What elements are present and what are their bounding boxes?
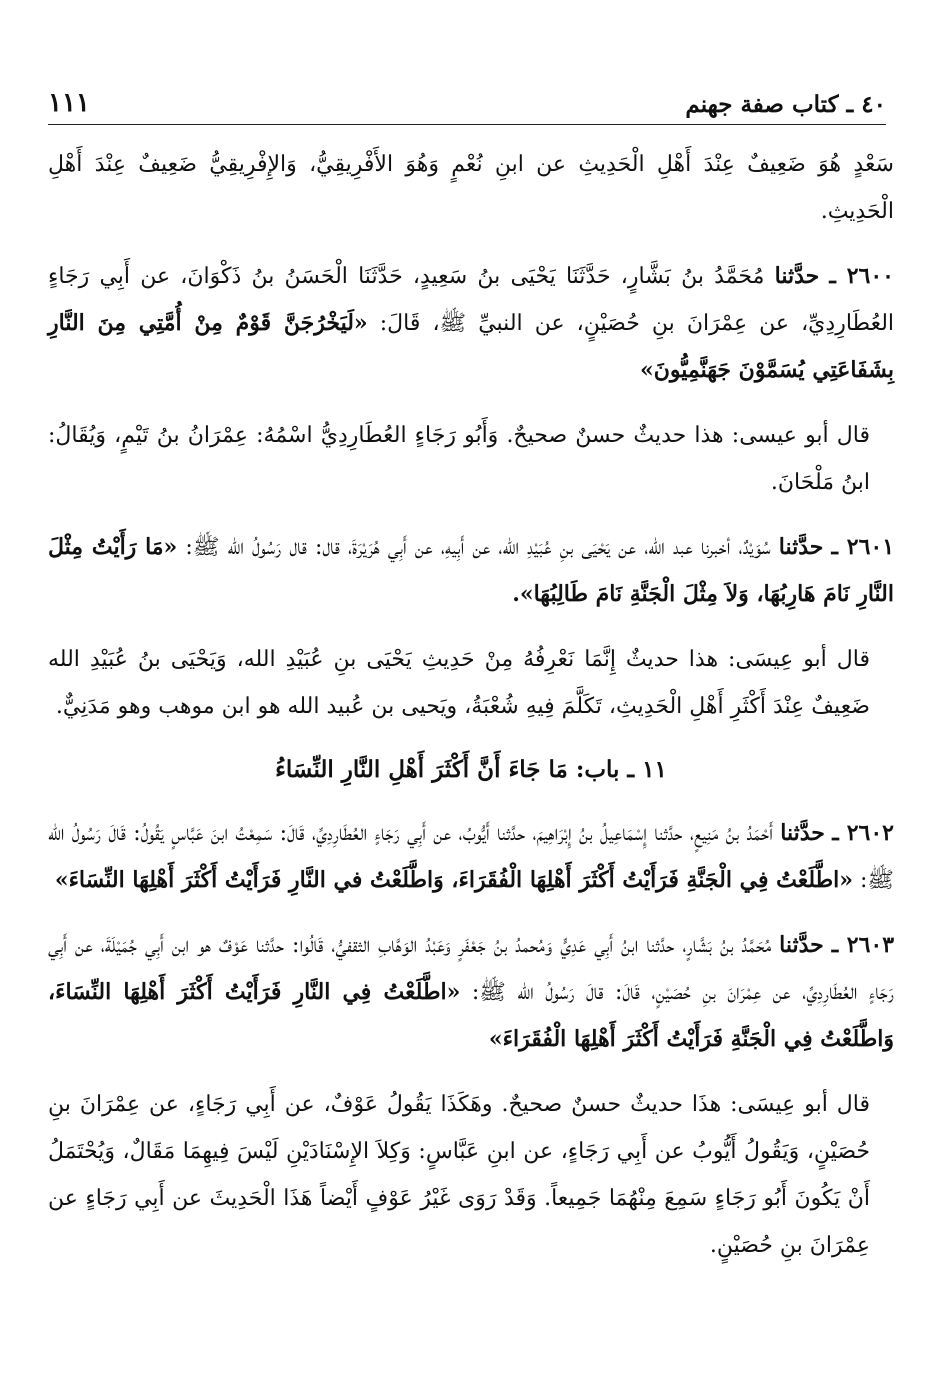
hadith-chain: سُوَيْدٌ، أخبرنا عبد الله، عن يَحْيَى بنِ عُبَيْدِ الله، عن أَبِيهِ، عن أَبِي هُرَيْرَةَ، قال: قال رَسُولُ الله ﷺ: [185, 535, 771, 560]
chapter-title: ٤٠ ـ كتاب صفة جهنم [685, 91, 886, 118]
hadith-chain: أَحْمَدُ بنُ مَنِيعٍ، حدَّثنا إِسْمَاعِيلُ بنُ إِبْرَاهِيمَ، حدَّثنا أَيُّوبُ، عن أَبِي رَجَاءٍ العُطَارِدِيِّ، قَالَ: سَمِعْتُ ابنَ عَبَّاسٍ يَقُولُ: قَالَ رَسُولُ الله ﷺ: [48, 821, 894, 893]
hadith-text: «مَا رَأَيْتُ مِثْلَ النَّارِ نَامَ هَارِبُهَا، وَلاَ مِثْلَ الْجَنَّةِ نَامَ طَالِبُهَا». [48, 534, 894, 607]
chapter-heading: ١١ ـ باب: مَا جَاءَ أَنَّ أَكْثَرَ أَهْلِ النَّارِ النِّسَاءُ [275, 756, 667, 783]
hadith-text: «اطَّلَعْتُ فِي النَّارِ فَرَأَيْتُ أَكْثَرَ أَهْلِهَا النِّسَاءَ، وَاطَّلَعْتُ فِي الْجَنَّةِ فَرَأَيْتُ أَكْثَرَ أَهْلِهَا الْفُقَرَاءَ» [48, 979, 894, 1052]
hadith-number: ٢٦٠٢ ـ [832, 820, 894, 846]
hadith-2601 [48, 524, 894, 618]
hadith-lead: حدَّثنا [779, 932, 824, 958]
commentary-2600: قال أبو عيسى: هذا حديثٌ حسنٌ صحيحٌ. وَأَبُو رَجَاءٍ العُطَارِدِيُّ اسْمُهُ: عِمْرَانُ بنُ تَيْمٍ، وَيُقَالُ: ابنُ مَلْحَانَ. [48, 423, 870, 495]
hadith-text: «لَيَخْرُجَنَّ قَوْمٌ مِنْ أُمَّتِي مِنَ النَّارِ بِشَفَاعَتِي يُسَمَّوْنَ جَهَنَّمِيُّونَ» [48, 310, 894, 383]
hadith-lead: حدَّثنا [774, 263, 820, 289]
page-content [48, 125, 894, 1269]
hadith-lead: حدَّثنا [780, 820, 825, 846]
hadith-lead: حدَّثنا [778, 534, 824, 560]
hadith-2603 [48, 922, 894, 1063]
hadith-number: ٢٦٠١ ـ [831, 534, 895, 560]
hadith-chain: مُحَمَّدُ بنُ بَشَّارٍ، حدَّثنا ابنُ أَبِي عَدِيٍّ وَمُحمدُ بنُ جَعْفَرٍ وَعَبْدُ الوَهَّابِ الثقفيُّ، قَالُوا: حدَّثنا عَوْفٌ هو ابن أَبِي جُمَيْلَةَ، عن أَبِي رَجَاءٍ العُطَارِدِيِّ، عن عِمْرَانَ بنِ حُصَيْنٍ، قَالَ: قالَ رَسُولُ الله ﷺ: [48, 933, 895, 1005]
page-header [48, 72, 886, 125]
commentary-2601: قال أبو عِيسَى: هذا حديثٌ إِنَّمَا نَعْرِفُهُ مِنْ حَدِيثِ يَحْيَى بنِ عُبَيْدِ الله، وَيَحْيَى بنُ عُبَيْدِ الله ضَعِيفٌ عِنْدَ أَكْثَرِ أَهْلِ الْحَدِيثِ، تَكَلَّمَ فِيهِ شُعْبَةُ، ويَحيى بن عُبيد الله هو ابن موهب وهو مَدَنِيٌّ. [48, 647, 870, 719]
continuation-paragraph: سَعْدٍ هُوَ ضَعِيفٌ عِنْدَ أَهْلِ الْحَدِيثِ عن ابنِ نُعْمٍ وَهُوَ الأَفْرِيقِيُّ، وَالإِفْرِيقِيُّ ضَعِيفٌ عِنْدَ أَهْلِ الْحَدِيثِ. [48, 152, 894, 224]
hadith-2600 [48, 253, 894, 394]
hadith-number: ٢٦٠٣ ـ [831, 932, 895, 958]
hadith-text: «اطَّلَعْتُ فِي الْجَنَّةِ فَرَأَيْتُ أَكْثَرَ أَهْلِهَا الْفُقَرَاءَ، وَاطَّلَعْتُ في النَّارِ فَرَأَيْتُ أَكْثَرَ أَهْلِهَا النِّسَاءَ» [54, 867, 853, 893]
page-number: ١١١ [48, 88, 90, 118]
commentary-2603: قال أبو عِيسَى: هذَا حديثٌ حسنٌ صحيحٌ. وهَكَذَا يَقُولُ عَوْفٌ، عن أَبِي رَجَاءٍ، عن عِمْرَانَ بنِ حُصَيْنٍ، وَيَقُولُ أَيُّوبُ عن أَبِي رَجَاءٍ، عن ابنِ عَبَّاسٍ: وَكِلاَ الإِسْنَادَيْنِ لَيْسَ فِيهِمَا مَقَالٌ، وَيُحْتَمَلُ أَنْ يَكُونَ أَبُو رَجَاءٍ سَمِعَ مِنْهُمَا جَمِيعاً. وَقَدْ رَوَى غَيْرُ عَوْفٍ أَيْضاً هَذَا الْحَدِيثَ عن أَبِي رَجَاءٍ عن عِمْرَانَ بنِ حُصَيْنٍ. [48, 1092, 871, 1258]
hadith-number: ٢٦٠٠ ـ [829, 263, 894, 289]
hadith-chain: مُحَمَّدُ بنُ بَشَّارٍ، حَدَّثَنَا يَحْيَى بنُ سَعِيدٍ، حَدَّثَنَا الْحَسَنُ بنُ ذَكْوَانَ، عن أَبِي رَجَاءٍ العُطَارِدِيِّ، عن عِمْرَانَ بنِ حُصَيْنٍ، عن النبيِّ ﷺ، قَالَ: [48, 264, 895, 336]
hadith-2602 [48, 810, 894, 904]
